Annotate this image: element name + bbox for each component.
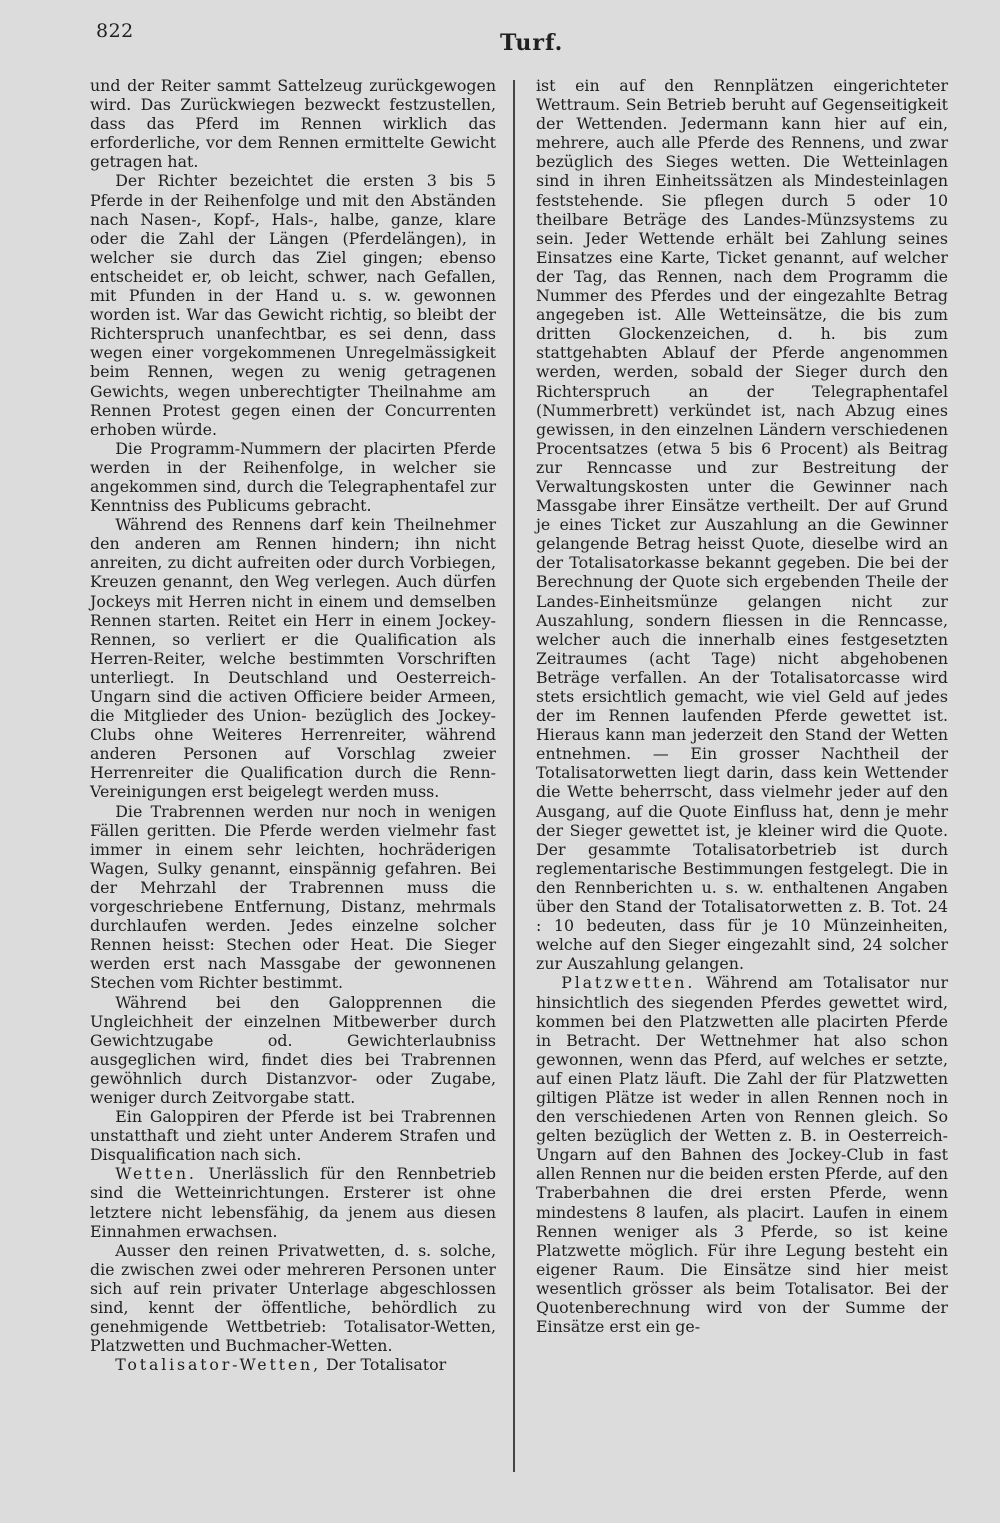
- paragraph-wetten: [90, 1164, 496, 1240]
- running-title: Turf.: [500, 30, 564, 56]
- section-heading: Totalisator-Wetten,: [115, 1355, 321, 1375]
- paragraph: Der Richter bezeichtet die ersten 3 bis 5 Pferde in der Reihenfolge und mit den Abständen nach Nasen-, Kopf-, Hals-, halbe, ganze, klare oder die Zahl der Längen (Pferdelängen), in welcher sie durch das Ziel gingen; ebenso entscheidet er, ob leicht, schwer, nach Gefallen, mit Pfunden in der Hand u. s. w. gewonnen worden ist. War das Gewicht richtig, so bleibt der Richterspruch unanfechtbar, es sei denn, dass wegen einer vorgekommenen Unregelmässigkeit beim Rennen, wegen zu wenig getragenen Gewichts, wegen unberechtigter Theilnahme am Rennen Protest gegen einen der Concurrenten erhoben würde.: [90, 171, 496, 439]
- right-column: [536, 76, 948, 1336]
- paragraph-totalisator: [90, 1355, 496, 1374]
- paragraph: Während des Rennens darf kein Theilnehmer den anderen am Rennen hindern; ihn nicht anreiten, zu dicht aufreiten oder durch Vorbiegen, Kreuzen genannt, den Weg verlegen. Auch dürfen Jockeys mit Herren nicht in einem und demselben Rennen starten. Reitet ein Herr in einem Jockey-Rennen, so verliert er die Qualification als Herren-Reiter, welche bestimmten Vorschriften unterliegt. In Deutschland und Oesterreich-Ungarn sind die activen Officiere beider Armeen, die Mitglieder des Union- bezüglich des Jockey-Clubs ohne Weiteres Herrenreiter, während anderen Personen auf Vorschlag zweier Herrenreiter die Qualification durch die Renn-Vereinigungen erst beigelegt werden muss.: [90, 515, 496, 802]
- left-column: [90, 76, 496, 1374]
- page-number: 822: [96, 20, 134, 42]
- paragraph-platzwetten: [536, 973, 948, 1336]
- paragraph: Ausser den reinen Privatwetten, d. s. solche, die zwischen zwei oder mehreren Personen unter sich auf rein privater Unterlage abgeschlossen sind, kennt der öffentliche, behördlich zu genehmigende Wettbetrieb: Totalisator-Wetten, Platzwetten und Buchmacher-Wetten.: [90, 1240, 496, 1356]
- paragraph: Während bei den Galopprennen die Ungleichheit der einzelnen Mitbewerber durch Gewichtzugabe od. Gewichterlaubniss ausgeglichen wird, findet dies bei Trabrennen gewöhnlich durch Distanzvor- oder Zugabe, weniger durch Zeitvorgabe statt.: [90, 992, 496, 1107]
- paragraph: Die Programm-Nummern der placirten Pferde werden in der Reihenfolge, in welcher sie angekommen sind, durch die Telegraphentafel zur Kenntniss des Publicums gebracht.: [90, 438, 496, 516]
- section-heading: Platzwetten.: [561, 973, 696, 993]
- paragraph: und der Reiter sammt Sattelzeug zurückgewogen wird. Das Zurückwiegen bezweckt festzustellen, dass das Pferd im Rennen wirklich das erforderliche, vor dem Rennen ermittelte Gewicht getragen hat.: [90, 76, 496, 172]
- paragraph: Die Trabrennen werden nur noch in wenigen Fällen geritten. Die Pferde werden vielmehr fast immer in einem sehr leichten, hochräderigen Wagen, Sulky genannt, einspännig gefahren. Bei der Mehrzahl der Trabrennen muss die vorgeschriebene Entfernung, Distanz, mehrmals durchlaufen werden. Jedes einzelne solcher Rennen heisst: Stechen oder Heat. Die Sieger werden erst nach Massgabe der gewonnenen Stechen vom Richter bestimmt.: [90, 801, 496, 993]
- paragraph: Ein Galoppiren der Pferde ist bei Trabrennen unstatthaft und zieht unter Anderem Strafen und Disqualification nach sich.: [90, 1107, 496, 1165]
- column-divider: [513, 80, 515, 1472]
- paragraph: ist ein auf den Rennplätzen eingerichteter Wettraum. Sein Betrieb beruht auf Gegenseitigkeit der Wettenden. Jedermann kann hier auf ein, mehrere, auch alle Pferde des Rennens, und zwar bezüglich des Sieges wetten. Die Wetteinlagen sind in ihren Einheitssätzen als Mindesteinlagen feststehende. Sie pflegen durch 5 oder 10 theilbare Beträge des Landes-Münzsystems zu sein. Jeder Wettende erhält bei Zahlung seines Einsatzes eine Karte, Ticket genannt, auf welcher der Tag, das Rennen, nach dem Programm die Nummer des Pferdes und der eingezahlte Betrag angegeben ist. Alle Wetteinsätze, die bis zum dritten Glockenzeichen, d. h. bis zum stattgehabten Ablauf der Pferde angenommen werden, werden, sobald der Sieger durch den Richterspruch an der Telegraphentafel (Nummerbrett) verkündet ist, nach Abzug eines gewissen, in den einzelnen Ländern verschiedenen Procentsatzes (etwa 5 bis 6 Procent) als Beitrag zur Renncasse und zur Bestreitung der Verwaltungskosten unter die Gewinner nach Massgabe ihrer Einsätze vertheilt. Der auf Grund je eines Ticket zur Auszahlung an die Gewinner gelangende Betrag heisst Quote, dieselbe wird an der Totalisatorkasse bekannt gegeben. Die bei der Berechnung der Quote sich ergebenden Theile der Landes-Einheitsmünze gelangen nicht zur Auszahlung, sondern fliessen in die Renncasse, welcher auch die innerhalb eines festgesetzten Zeitraumes (acht Tage) nicht abgehobenen Beträge verfallen. An der Totalisatorcasse wird stets ersichtlich gemacht, wie viel Geld auf jedes der im Rennen laufenden Pferde gewettet ist. Hieraus kann man jederzeit den Stand der Wetten entnehmen. — Ein grosser Nachtheil der Totalisatorwetten liegt darin, dass kein Wettender die Wette beherrscht, dass vielmehr jeder auf den Ausgang, auf die Quote Einfluss hat, denn je mehr der Sieger gewettet ist, je kleiner wird die Quote. Der gesammte Totalisatorbetrieb ist durch reglementarische Bestimmungen festgelegt. Die in den Rennberichten u. s. w. enthaltenen Angaben über den Stand der Totalisatorwetten z. B. Tot. 24 : 10 bedeuten, dass für je 10 Münzeinheiten, welche auf den Sieger eingezahlt sind, 24 solcher zur Auszahlung gelangen.: [536, 76, 948, 974]
- section-heading: Wetten.: [115, 1164, 197, 1184]
- paragraph-text: Der Totalisator: [325, 1355, 447, 1375]
- paragraph-text: Unerlässlich für den Rennbetrieb sind die Wetteinrichtungen. Ersterer ist ohne letztere nicht lebensfähig, da jenem aus diesen Einnahmen erwachsen.: [90, 1164, 496, 1241]
- paragraph-text: Während am Totalisator nur hinsichtlich des siegenden Pferdes gewettet wird, kommen bei den Platzwetten alle placirten Pferde in Betracht. Der Wettnehmer hat also schon gewonnen, wenn das Pferd, auf welches er setzte, auf einen Platz läuft. Die Zahl der für Platzwetten giltigen Plätze ist weder in allen Rennen noch in den verschiedenen Arten von Rennen gleich. So gelten bezüglich der Wetten z. B. in Oesterreich-Ungarn auf den Bahnen des Jockey-Club in fast allen Rennen nur die beiden ersten Pferde, auf den Traberbahnen die drei ersten Pferde, wenn mindestens 8 laufen, als placirt. Laufen in einem Rennen weniger als 3 Pferde, so ist keine Platzwette möglich. Für ihre Legung besteht ein eigener Raum. Die Einsätze sind hier meist wesentlich grösser als beim Totalisator. Bei der Quotenberechnung wird von der Summe der Einsätze erst ein ge-: [536, 973, 948, 1337]
